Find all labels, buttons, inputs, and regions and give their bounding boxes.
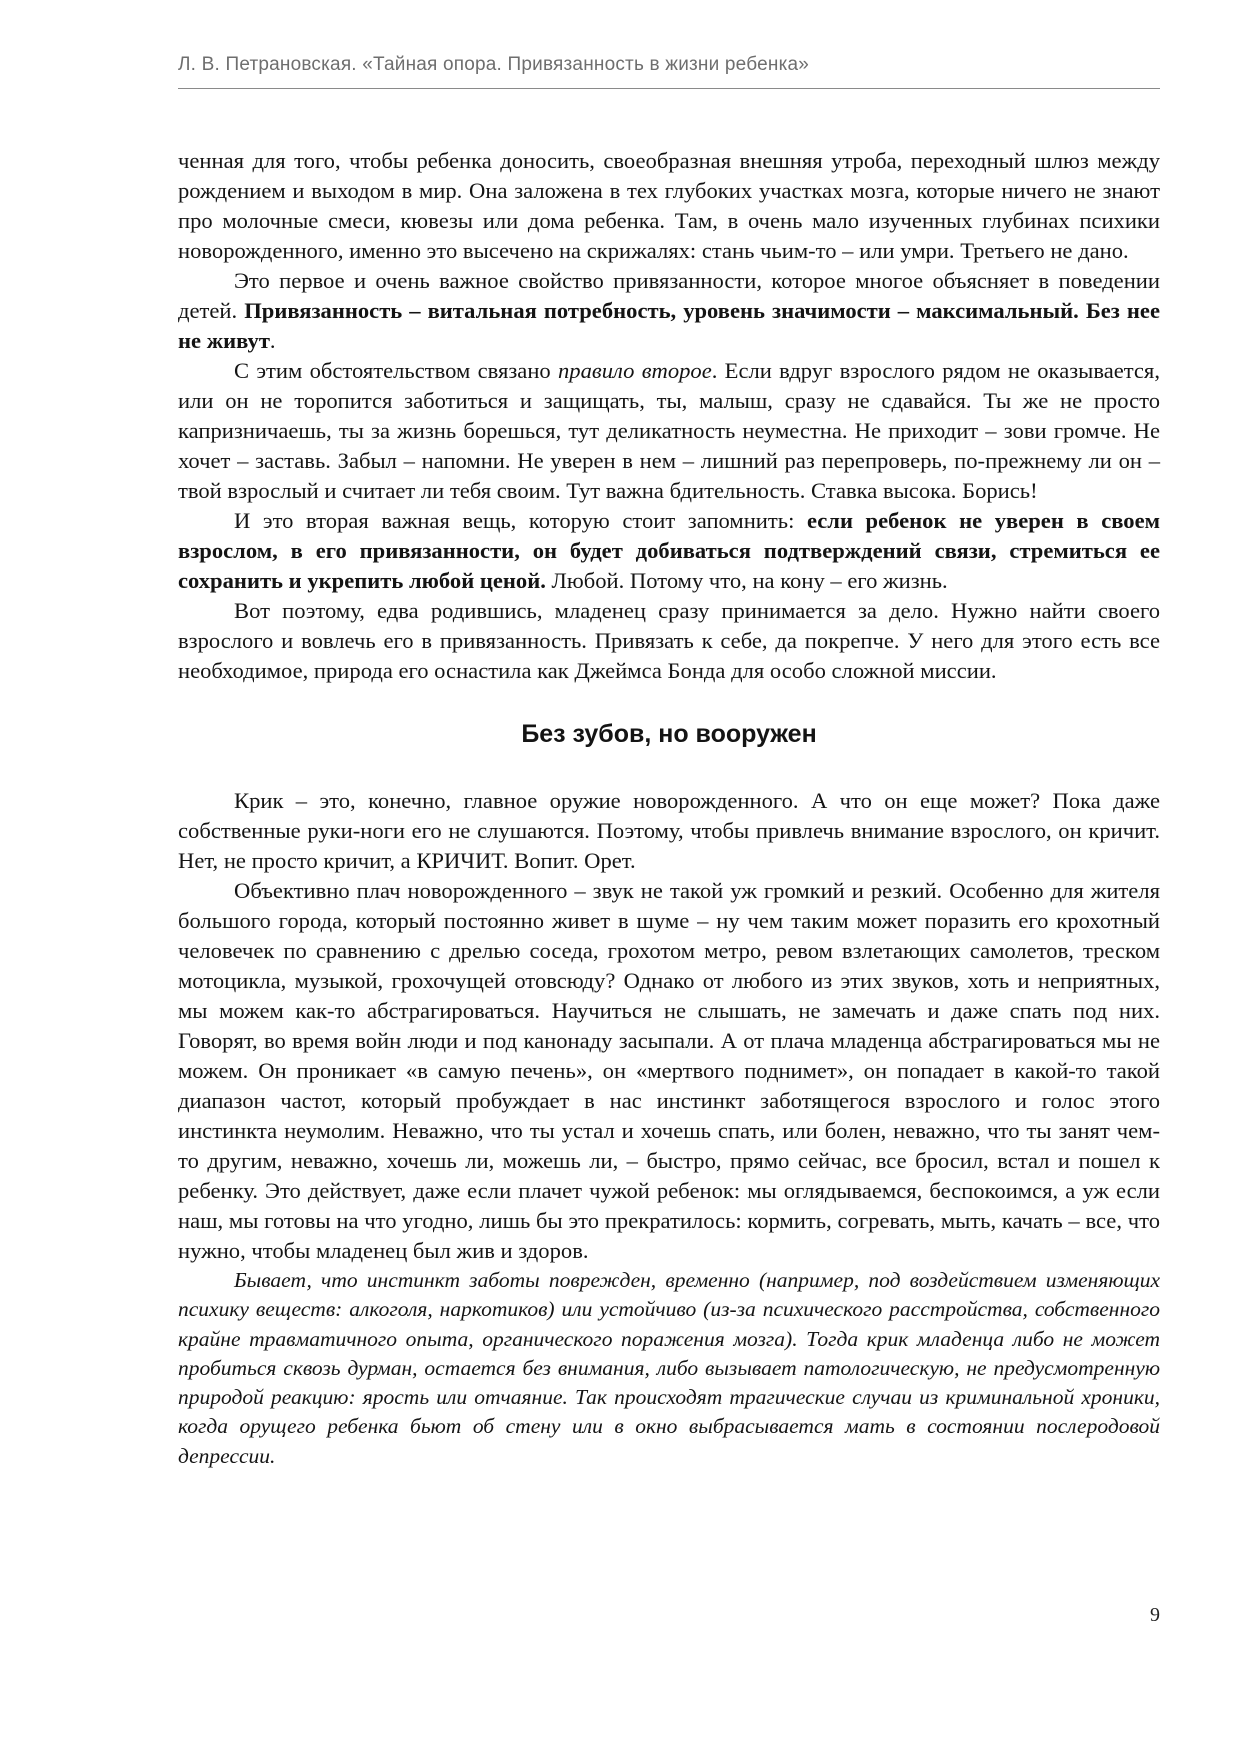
running-header: Л. В. Петрановская. «Тайная опора. Привязанность в жизни ребенка» bbox=[178, 54, 810, 75]
paragraphs-before-heading bbox=[178, 146, 1160, 686]
body-paragraph bbox=[178, 876, 1160, 1266]
header-rule bbox=[178, 88, 1160, 89]
paragraph-text: ченная для того, чтобы ребенка доносить, своеобразная внешняя утроба, переходный шлюз между рождением и выходом в мир. Она заложена в тех глубоких участках мозга, которые ничего не знают про молочные смеси, кювезы или дома ребенка. Там, в очень мало изученных глубинах психики новорожденного, именно это высечено на скрижалях: стань чьим-то – или умри. Третьего не дано. bbox=[178, 148, 1160, 263]
body-text bbox=[178, 146, 1160, 1471]
paragraph-text: Объективно плач новорожденного – звук не такой уж громкий и резкий. Особенно для жителя большого города, который постоянно живет в шуме – ну чем таким может поразить его крохотный человечек по сравнению с дрелью соседа, грохотом метро, ревом взлетающих самолетов, треском мотоцикла, музыкой, грохочущей отовсюду? Однако от любого из этих звуков, хоть и неприятных, мы можем как-то абстрагироваться. Научиться не слышать, не замечать и даже спать под них. Говорят, во время войн люди и под канонаду засыпали. А от плача младенца абстрагироваться мы не можем. Он проникает «в самую печень», он «мертвого поднимет», он попадает в какой-то такой диапазон частот, который пробуждает в нас инстинкт заботящегося взрослого и голос этого инстинкта неумолим. Неважно, что ты устал и хочешь спать, или болен, неважно, что ты занят чем-то другим, неважно, хочешь ли, можешь ли, – быстро, прямо сейчас, все бросил, встал и пошел к ребенку. Это действует, даже если плачет чужой ребенок: мы оглядываемся, беспокоимся, а уж если наш, мы готовы на что угодно, лишь бы это прекратилось: кормить, согревать, мыть, качать – все, что нужно, чтобы младенец был жив и здоров. bbox=[178, 878, 1160, 1263]
body-paragraph bbox=[178, 266, 1160, 356]
body-paragraph bbox=[178, 506, 1160, 596]
paragraph-text: С этим обстоятельством связано bbox=[234, 358, 558, 383]
paragraph-text: Вот поэтому, едва родившись, младенец сразу принимается за дело. Нужно найти своего взрослого и вовлечь его в привязанность. Привязать к себе, да покрепче. У него для этого есть все необходимое, природа его оснастила как Джеймса Бонда для особо сложной миссии. bbox=[178, 598, 1160, 683]
paragraph-text: Любой. Потому что, на кону – его жизнь. bbox=[545, 568, 948, 593]
paragraph-text: Это первое и очень важное свойство привязанности, которое многое объясняет в поведении детей. bbox=[178, 268, 1160, 323]
paragraph-text: . Если вдруг взрослого рядом не оказывается, или он не торопится заботиться и защищать, ты, малыш, сразу не сдавайся. Ты же не просто капризничаешь, ты за жизнь борешься, тут деликатность неуместна. Не приходит – зови громче. Не хочет – заставь. Забыл – напомни. Не уверен в нем – лишний раз перепроверь, по-прежнему ли он – твой взрослый и считает ли тебя своим. Тут важна бдительность. Ставка высока. Борись! bbox=[178, 358, 1160, 503]
paragraph-text: . bbox=[269, 328, 276, 353]
page-number: 9 bbox=[1150, 1604, 1160, 1626]
body-paragraph bbox=[178, 146, 1160, 266]
body-paragraph bbox=[178, 356, 1160, 506]
italic-note-paragraph: Бывает, что инстинкт заботы поврежден, временно (например, под воздействием изменяющих психику веществ: алкоголя, наркотиков) или устойчиво (из-за психического расстройства, собственного крайне травматичного опыта, органического поражения мозга). Тогда крик младенца либо не может пробиться сквозь дурман, остается без внимания, либо вызывает патологическую, не предусмотренную природой реакцию: ярость или отчаяние. Так происходят трагические случаи из криминальной хроники, когда орущего ребенка бьют об стену или в окно выбрасывается мать в состоянии послеродовой депрессии. bbox=[178, 1268, 1160, 1468]
section-heading: Без зубов, но вооружен bbox=[521, 720, 817, 748]
paragraph-text: Крик – это, конечно, главное оружие новорожденного. А что он еще может? Пока даже собственные руки-ноги его не слушаются. Поэтому, чтобы привлечь внимание взрослого, он кричит. Нет, не просто кричит, а КРИЧИТ. Вопит. Орет. bbox=[178, 788, 1160, 873]
paragraphs-after-heading bbox=[178, 786, 1160, 1266]
emphasis-bold-text: если ребенок не уверен в своем взрослом, в его привязанности, он будет добиваться подтверждений связи, стремиться ее сохранить и укрепить любой ценой. bbox=[178, 508, 1160, 593]
body-paragraph bbox=[178, 596, 1160, 686]
body-paragraph bbox=[178, 786, 1160, 876]
emphasis-bold-text: Привязанность – витальная потребность, уровень значимости – максимальный. Без нее не живут bbox=[178, 298, 1160, 353]
paragraph-text: И это вторая важная вещь, которую стоит запомнить: bbox=[234, 508, 807, 533]
emphasis-italic-text: правило второе bbox=[558, 358, 712, 383]
